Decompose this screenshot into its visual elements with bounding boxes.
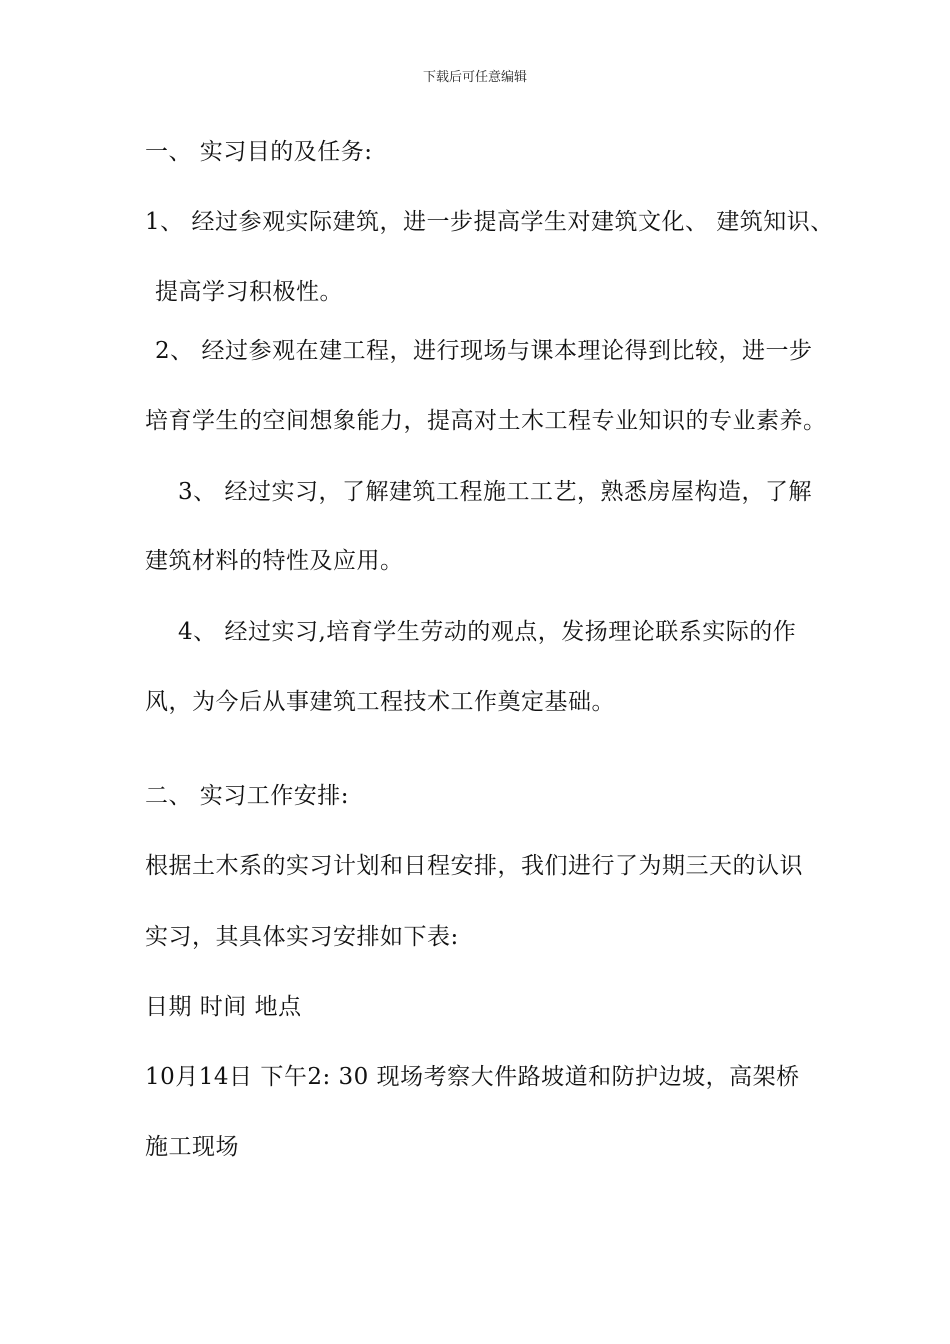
item4-line1: 4、 经过实习,培育学生劳动的观点，发扬理论联系实际的作: [178, 619, 797, 645]
section2-heading: 二、 实习工作安排:: [145, 783, 350, 809]
schedule-row1-line2: 施工现场: [145, 1134, 239, 1160]
section1-heading: 一、 实习目的及任务:: [145, 139, 373, 165]
item3-line2: 建筑材料的特性及应用。: [145, 548, 404, 574]
schedule-table-header: 日期 时间 地点: [145, 994, 302, 1020]
page-header-note: 下载后可任意编辑: [422, 70, 527, 85]
item2-line2: 培育学生的空间想象能力，提高对土木工程专业知识的专业素养。: [145, 408, 827, 434]
item1-line2: 提高学习积极性。: [155, 279, 343, 305]
section2-intro-line2: 实习，其具体实习安排如下表:: [145, 924, 459, 950]
section2-intro-line1: 根据土木系的实习计划和日程安排，我们进行了为期三天的认识: [145, 853, 803, 879]
item3-line1: 3、 经过实习，了解建筑工程施工工艺，熟悉房屋构造，了解: [178, 479, 812, 505]
schedule-row1-line1: 10月14日 下午2: 30 现场考察大件路坡道和防护边坡，高架桥: [145, 1064, 800, 1090]
item1-line1: 1、 经过参观实际建筑，进一步提高学生对建筑文化、 建筑知识、: [145, 209, 834, 235]
item4-line2: 风，为今后从事建筑工程技术工作奠定基础。: [145, 689, 615, 715]
item2-line1: 2、 经过参观在建工程，进行现场与课本理论得到比较，进一步: [155, 338, 813, 364]
